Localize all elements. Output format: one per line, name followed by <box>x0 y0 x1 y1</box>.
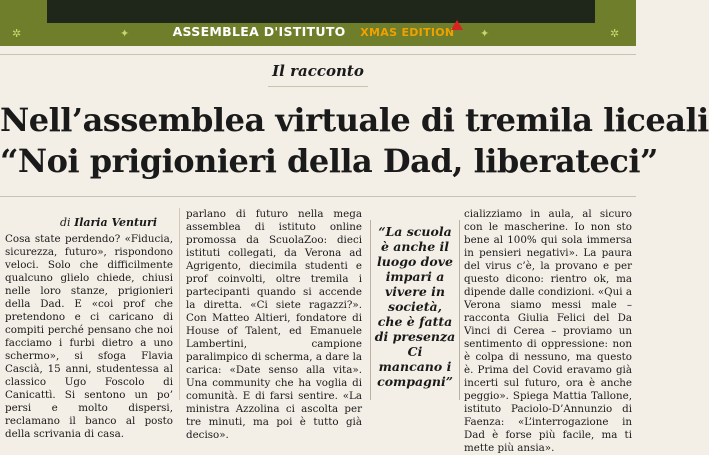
star-icon: ✦ <box>120 27 130 40</box>
video-screen <box>47 0 595 23</box>
star-icon: ✦ <box>480 27 490 40</box>
article-column-2: parlano di futuro nella mega assemblea di istituto online promossa da ScuolaZoo: dieci istituti collegati, da Verona ad Agrigento, diecimila studenti e prof coinvolti, oltre tremila i partecipanti quando si accende la diretta. «Ci siete ragazzi?». Con Matteo Altieri, fondatore di House of Talent, ed Emanuele Lambertini, campione paralimpico di scherma, a dare la carica: «Date senso alla vita». Una community che ha voglia di comunità. E di farsi sentire. «La ministra Azzolina ci ascolta per tre minuti, ma poi è tutto già deciso». <box>186 208 362 441</box>
byline-author: Ilaria Venturi <box>74 216 158 229</box>
byline-prefix: di <box>60 216 71 229</box>
event-banner <box>0 0 636 46</box>
pull-quote: “La scuola è anche il luogo dove impari a vivere in società, che è fatta di presenza Ci mancano i compagni” <box>374 224 456 389</box>
snowflake-icon: ✲ <box>12 27 22 40</box>
section-kicker: Il racconto <box>272 62 364 80</box>
top-rule <box>0 54 636 55</box>
banner-title: ASSEMBLEA D'ISTITUTO <box>172 24 346 39</box>
pull-quote-box <box>370 220 460 400</box>
headline-line-1: Nell’assemblea virtuale di tremila liceali <box>0 101 709 139</box>
kicker-rule <box>268 86 368 87</box>
byline <box>60 216 157 229</box>
article-column-1: Cosa state perdendo? «Fiducia, sicurezza, futuro», rispondono veloci. Solo che difficilmente qualcuno glielo chiede, chiusi nelle loro stanze, prigionieri della Dad. E «coi prof che pretendono e ci caricano di compiti perché pensano che noi facciamo i furbi dietro a uno schermo», si sfoga Flavia Cascià, 15 anni, studentessa al classico Ugo Foscolo di Canicattì. Si sentono un po’ persi e molto dispersi, reclamano il banco al posto della scrivania di casa. <box>5 233 173 440</box>
headline-rule <box>0 196 636 197</box>
headline-line-2: “Noi prigionieri della Dad, liberateci” <box>0 142 658 180</box>
santa-hat-icon <box>451 20 463 30</box>
snowflake-icon: ✲ <box>610 27 620 40</box>
banner-caption <box>0 24 636 39</box>
article-column-3: cializziamo in aula, al sicuro con le mascherine. Io non sto bene al 100% qui sola immersa in pensieri negativi». La paura del virus c’è, la provano e per questo dicono: rientro ok, ma dipende dalle condizioni. «Qui a Verona siamo messi male – racconta Giulia Felici del Da Vinci di Cerea – proviamo un sentimento di oppressione: non è colpa di nessuno, ma questo è. Prima del Covid eravamo già incerti sul futuro, ora è anche peggio». Spiega Mattia Tallone, istituto Paciolo-D’Annunzio di Faenza: «L’interrogazione in Dad è forse più facile, ma ti mette più ansia». <box>464 208 632 454</box>
column-divider <box>179 208 180 400</box>
banner-edition: XMAS EDITION <box>360 26 455 39</box>
